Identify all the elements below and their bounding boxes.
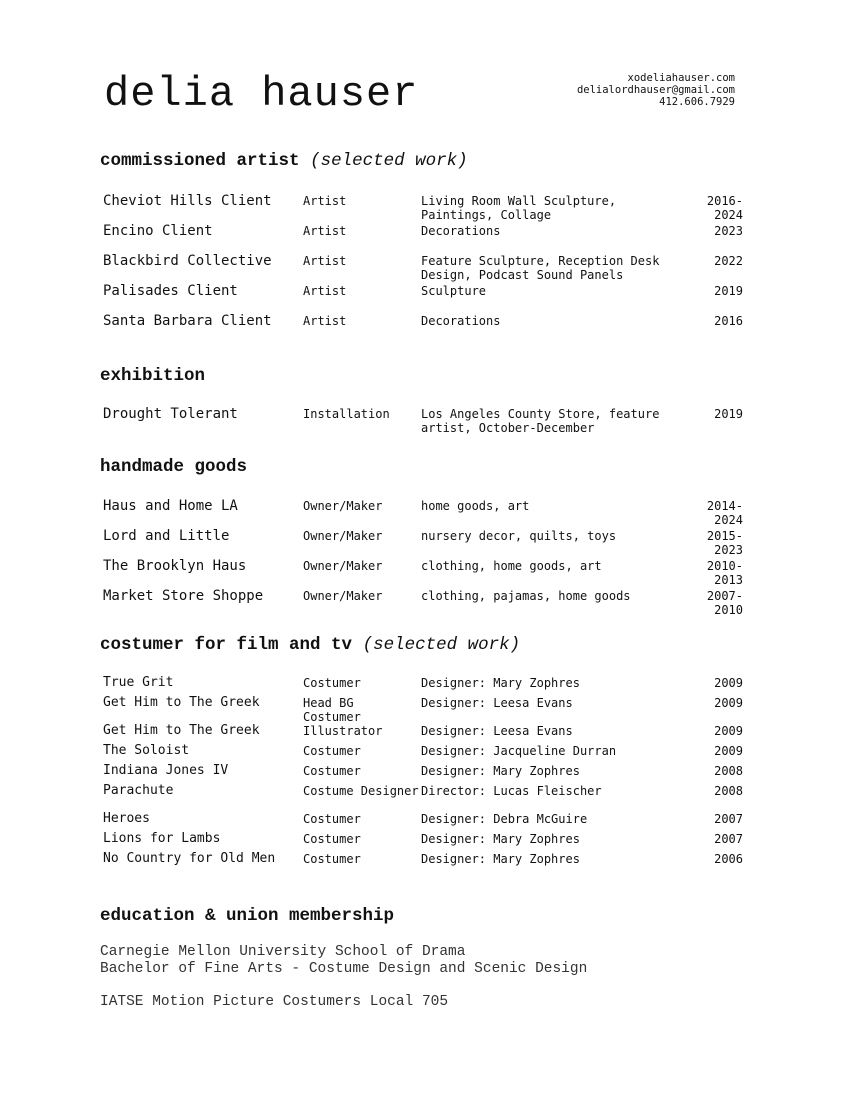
row-year: 2009 xyxy=(714,744,743,758)
row-desc: Director: Lucas Fleischer xyxy=(421,784,602,798)
commissioned-row xyxy=(103,313,743,343)
row-desc: Designer: Leesa Evans xyxy=(421,724,573,738)
commissioned-row xyxy=(103,253,743,283)
commissioned-heading xyxy=(100,151,468,171)
row-desc: Designer: Mary Zophres xyxy=(421,764,580,778)
row-name: No Country for Old Men xyxy=(103,851,276,866)
costumer-heading-text: costumer for film and tv xyxy=(100,635,353,655)
costumer-list xyxy=(103,676,743,872)
row-year: 2008 xyxy=(714,784,743,798)
row-role: Costume Designer xyxy=(303,784,419,798)
film-row xyxy=(103,812,743,832)
row-name: Cheviot Hills Client xyxy=(103,193,272,209)
row-role: Artist xyxy=(303,224,347,238)
film-row xyxy=(103,784,743,812)
film-row xyxy=(103,852,743,872)
row-year: 2010-2013 xyxy=(706,559,743,587)
row-year: 2009 xyxy=(714,724,743,738)
row-desc: Designer: Leesa Evans xyxy=(421,696,573,710)
commissioned-heading-text: commissioned artist xyxy=(100,151,300,171)
row-year: 2006 xyxy=(714,852,743,866)
education-heading: education & union membership xyxy=(100,906,395,926)
row-role: Installation xyxy=(303,407,390,421)
film-row xyxy=(103,764,743,784)
exhibition-row xyxy=(103,406,743,436)
commissioned-list xyxy=(103,193,743,343)
row-name: Blackbird Collective xyxy=(103,253,272,269)
row-name: Heroes xyxy=(103,811,150,826)
row-role: Artist xyxy=(303,194,347,208)
row-desc: Designer: Mary Zophres xyxy=(421,676,580,690)
handmade-list xyxy=(103,498,743,618)
row-role: Costumer Illustrator xyxy=(303,710,383,738)
film-row xyxy=(103,744,743,764)
row-role: Artist xyxy=(303,314,347,328)
row-desc: Designer: Debra McGuire xyxy=(421,812,588,826)
row-role: Costumer xyxy=(303,812,361,826)
contact-block xyxy=(577,72,735,108)
row-role: Costumer xyxy=(303,832,361,846)
handmade-row xyxy=(103,498,743,528)
row-year: 2009 xyxy=(714,696,743,710)
row-name: Drought Tolerant xyxy=(103,406,238,422)
resume-name: delia hauser xyxy=(104,70,419,118)
row-desc: Designer: Mary Zophres xyxy=(421,832,580,846)
row-role: Costumer xyxy=(303,744,361,758)
costumer-subheading: (selected work) xyxy=(362,635,521,655)
row-year: 2019 xyxy=(714,284,743,298)
film-row xyxy=(103,676,743,696)
row-role: Head BG xyxy=(303,696,354,710)
film-row xyxy=(103,696,743,724)
costumer-heading xyxy=(100,635,520,655)
row-role: Owner/Maker xyxy=(303,529,383,543)
row-year: 2019 xyxy=(714,407,743,421)
row-year: 2022 xyxy=(714,254,743,268)
row-year: 2015-2023 xyxy=(706,529,743,557)
row-desc: Decorations xyxy=(421,224,501,238)
row-name: Palisades Client xyxy=(103,283,238,299)
commissioned-subheading: (selected work) xyxy=(310,151,468,171)
row-role: Artist xyxy=(303,254,347,268)
row-year: 2007 xyxy=(714,812,743,826)
row-name: Parachute xyxy=(103,783,174,798)
row-name: Lions for Lambs xyxy=(103,831,221,846)
row-name: Santa Barbara Client xyxy=(103,313,272,329)
phone-number: 412.606.7929 xyxy=(659,96,735,108)
row-role: Costumer xyxy=(303,764,361,778)
row-year: 2023 xyxy=(714,224,743,238)
row-name: Haus and Home LA xyxy=(103,498,238,514)
handmade-row xyxy=(103,528,743,558)
row-desc: Decorations xyxy=(421,314,501,328)
handmade-heading: handmade goods xyxy=(100,457,248,477)
row-name: True Grit xyxy=(103,675,174,690)
commissioned-row xyxy=(103,223,743,253)
exhibition-list xyxy=(103,406,743,436)
commissioned-row xyxy=(103,193,743,223)
education-school: Carnegie Mellon University School of Drama xyxy=(100,944,466,960)
row-name: Market Store Shoppe xyxy=(103,588,264,604)
union-membership: IATSE Motion Picture Costumers Local 705 xyxy=(100,994,449,1010)
row-desc: Los Angeles County Store, feature artist, October-December xyxy=(421,407,660,435)
row-year: 2016-2024 xyxy=(706,194,743,222)
row-desc: Living Room Wall Sculpture, Paintings, Collage xyxy=(421,194,617,222)
row-name: Indiana Jones IV xyxy=(103,763,229,778)
row-year: 2007 xyxy=(714,832,743,846)
row-name: Lord and Little xyxy=(103,528,230,544)
film-row xyxy=(103,832,743,852)
row-role: Costumer xyxy=(303,852,361,866)
commissioned-row xyxy=(103,283,743,313)
row-name: The Soloist xyxy=(103,743,190,758)
row-role: Artist xyxy=(303,284,347,298)
website-link[interactable]: xodeliahauser.com xyxy=(627,72,735,84)
row-desc: Designer: Mary Zophres xyxy=(421,852,580,866)
education-degree: Bachelor of Fine Arts - Costume Design and Scenic Design xyxy=(100,961,588,977)
row-year: 2014-2024 xyxy=(706,499,743,527)
row-year: 2007-2010 xyxy=(706,589,743,617)
row-desc: home goods, art xyxy=(421,499,530,513)
row-desc: clothing, pajamas, home goods xyxy=(421,589,631,603)
row-desc: clothing, home goods, art xyxy=(421,559,602,573)
row-role: Owner/Maker xyxy=(303,589,383,603)
exhibition-heading: exhibition xyxy=(100,366,206,386)
handmade-row xyxy=(103,558,743,588)
row-role: Owner/Maker xyxy=(303,499,383,513)
row-role: Owner/Maker xyxy=(303,559,383,573)
row-name: Get Him to The Greek xyxy=(103,723,260,738)
film-row xyxy=(103,710,743,744)
row-year: 2009 xyxy=(714,676,743,690)
row-year: 2008 xyxy=(714,764,743,778)
row-name: Encino Client xyxy=(103,223,213,239)
email-link[interactable]: delialordhauser@gmail.com xyxy=(576,84,735,96)
row-name: The Brooklyn Haus xyxy=(103,558,247,574)
row-desc: nursery decor, quilts, toys xyxy=(421,529,617,543)
row-desc: Designer: Jacqueline Durran xyxy=(421,744,617,758)
handmade-row xyxy=(103,588,743,618)
row-desc: Sculpture xyxy=(421,284,487,298)
row-name: Get Him to The Greek xyxy=(103,695,260,710)
row-year: 2016 xyxy=(714,314,743,328)
row-desc: Feature Sculpture, Reception Desk Design, Podcast Sound Panels xyxy=(421,254,660,282)
row-role: Costumer xyxy=(303,676,361,690)
